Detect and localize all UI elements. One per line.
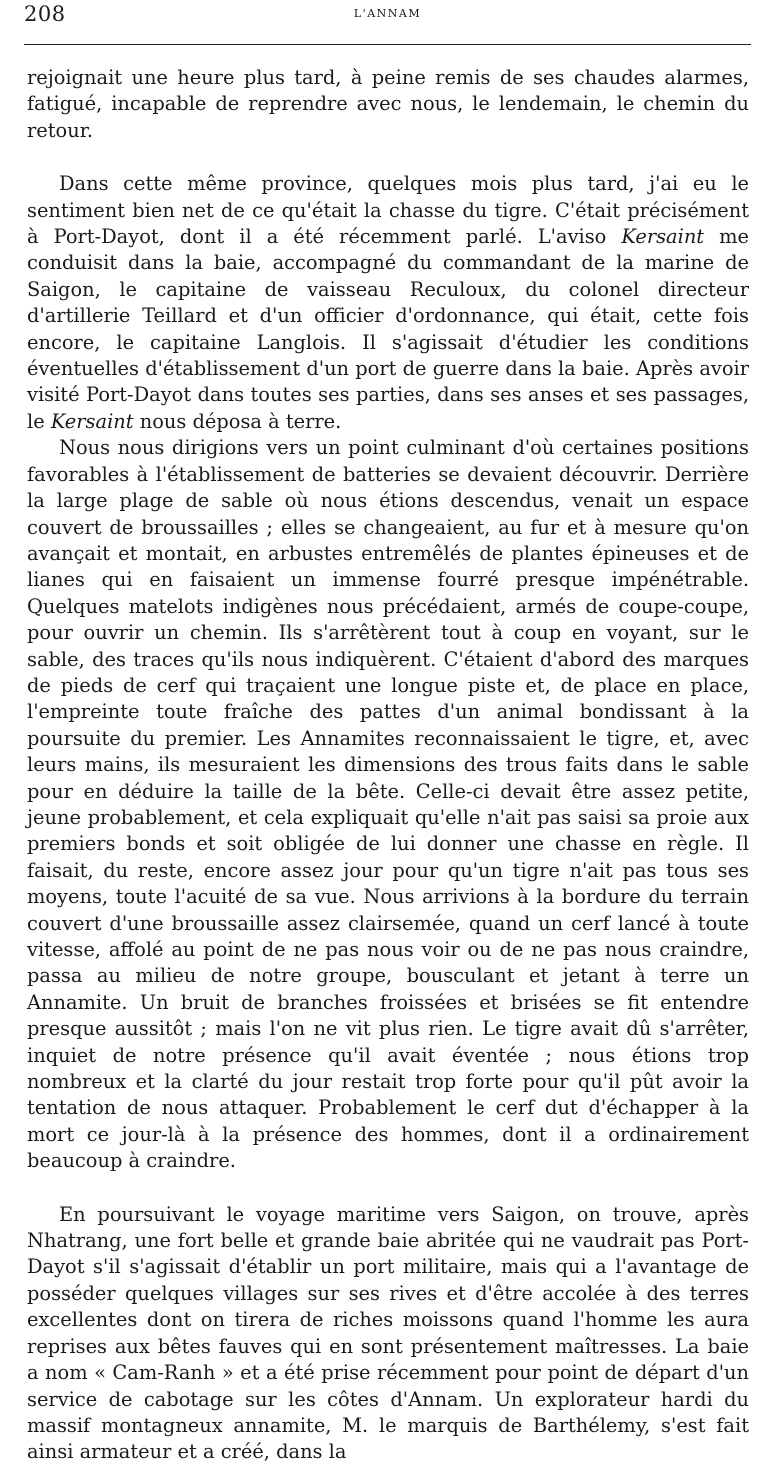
body-text xyxy=(27,65,749,1466)
paragraph-text: me conduisit dans la baie, accompagné du commandant de la marine de Saigon, le capitaine de vaisseau Reculoux, du colonel directeur d'artillerie Teillard et d'un officier d'ordonnance, qui était, cette fois encore, le capitaine Langlois. Il s'agissait d'étudier les conditions éventuelles d'établissement d'un port de guerre dans la baie. Après avoir visité Port-Dayot dans toutes ses parties, dans ses anses et ses passages, le xyxy=(27,225,750,433)
paragraph-tiger-hunt: Nous nous dirigions vers un point culminant d'où certaines positions favorables à l'établissement de batteries se devaient découvrir. Derrière la large plage de sable où nous étions descendus, venait un espace couvert de broussailles ; elles se changeaient, au fur et à mesure qu'on avançait et montait, en arbustes entremêlés de plantes épineuses et de lianes qui en faisaient un immense fourré presque impénétrable. Quelques matelots indigènes nous précédaient, armés de coupe-coupe, pour ouvrir un chemin. Ils s'arrêtèrent tout à coup en voyant, sur le sable, des traces qu'ils nous indiquèrent. C'étaient d'abord des marques de pieds de cerf qui traçaient une longue piste et, de place en place, l'empreinte toute fraîche des pattes d'un animal bondissant à la poursuite du premier. Les Annamites reconnaissaient le tigre, et, avec leurs mains, ils mesuraient les dimensions des trous faits dans le sable pour en déduire la taille de la bête. Celle-ci devait être assez petite, jeune probablement, et cela expliquait qu'elle n'ait pas saisi sa proie aux premiers bonds et soit obligée de lui donner une chasse en règle. Il faisait, du reste, encore assez jour pour qu'un tigre n'ait pas tous ses moyens, toute l'acuité de sa vue. Nous arrivions à la bordure du terrain couvert d'une broussaille assez clairsemée, quand un cerf lancé à toute vitesse, affolé au point de ne pas nous voir ou de ne pas nous craindre, passa au milieu de notre groupe, bousculant et jetant à terre un Annamite. Un bruit de branches froissées et brisées se fit entendre presque aussitôt ; mais l'on ne vit plus rien. Le tigre avait dû s'arrêter, inquiet de notre présence qu'il avait éventée ; nous étions trop nombreux et la clarté du jour restait trop forte pour qu'il pût avoir la tentation de nous attaquer. Probablement le cerf dut d'échapper à la mort ce jour-là à la présence des hommes, dont il a ordinairement beaucoup à craindre. xyxy=(27,436,749,1173)
paragraph-cam-ranh: En poursuivant le voyage maritime vers Saigon, on trouve, après Nhatrang, une fort belle et grande baie abritée qui ne vaudrait pas Port-Dayot s'il s'agissait d'établir un port militaire, mais qui a l'avantage de posséder quelques villages sur ses rives et d'être accolée à des terres excellentes dont on tirera de riches moissons quand l'homme les aura reprises aux bêtes fauves qui en sont présentement maîtresses. La baie a nom « Cam-Ranh » et a été prise récemment pour point de départ d'un service de cabotage sur les côtes d'Annam. Un explorateur hardi du massif montagneux annamite, M. le marquis de Barthélemy, s'est fait ainsi armateur et a créé, dans la xyxy=(27,1202,749,1464)
header-rule xyxy=(24,44,751,45)
page-number: 208 xyxy=(24,2,66,26)
ship-name: Kersaint xyxy=(621,225,705,249)
ship-name: Kersaint xyxy=(50,409,134,433)
paragraph-text: Dans cette même province, quelques mois plus tard, j'ai eu le sentiment bien net de ce qu'était la chasse du tigre. C'était précisément à Port-Dayot, dont il a été récemment parlé. L'aviso xyxy=(27,172,749,249)
paragraph-text: nous déposa à terre. xyxy=(133,409,342,433)
paragraph-continuation: rejoignait une heure plus tard, à peine remis de ses chaudes alarmes, fatigué, incapable de reprendre avec nous, le lendemain, le chemin du retour. xyxy=(27,66,749,142)
running-title: L'ANNAM xyxy=(353,7,422,20)
running-header xyxy=(24,2,751,28)
paragraph-port-dayot xyxy=(27,171,749,435)
